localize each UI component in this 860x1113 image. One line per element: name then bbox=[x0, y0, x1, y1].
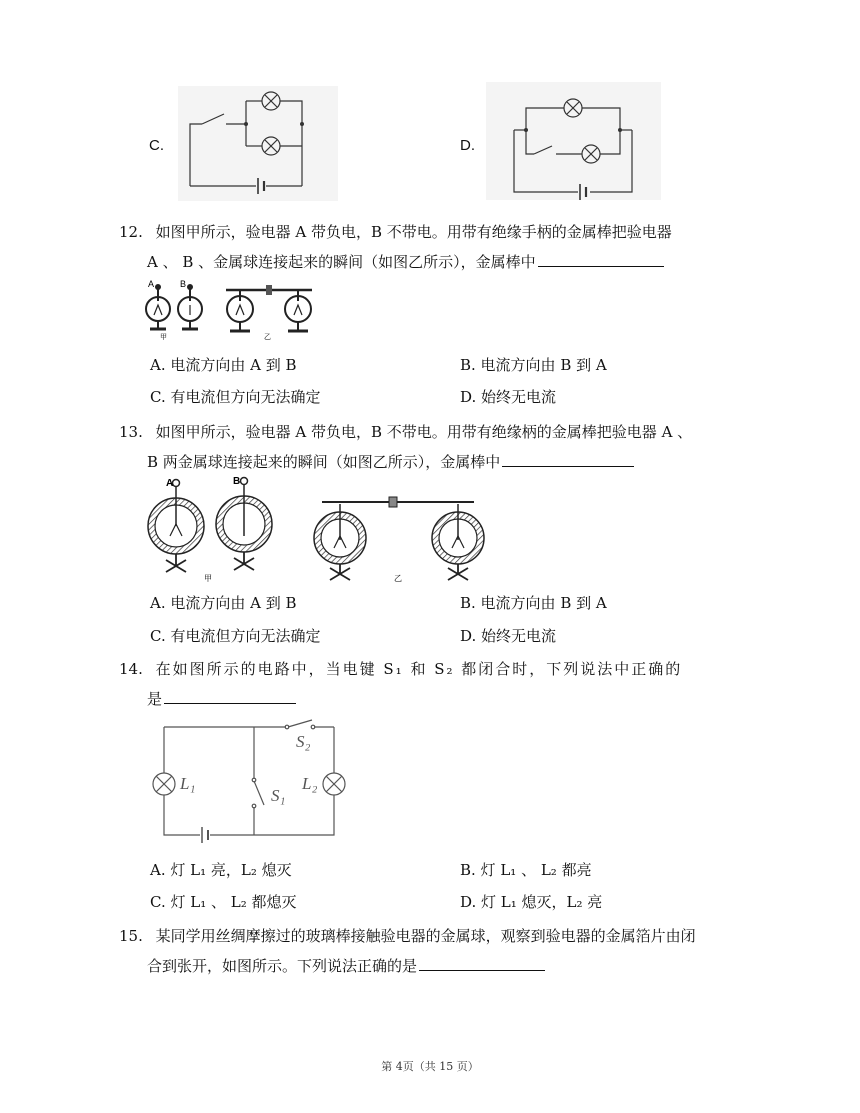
q13-option-a[interactable]: A. 电流方向由 A 到 B bbox=[150, 594, 297, 612]
q13-option-b[interactable]: B. 电流方向由 B 到 A bbox=[460, 594, 607, 612]
q14-fig-L1: L₁ bbox=[180, 774, 196, 793]
q13-fig-yi-label: 乙 bbox=[394, 574, 402, 583]
q14-number: 14. bbox=[119, 660, 143, 678]
q13-line2: B 两金属球连接起来的瞬间（如图乙所示），金属棒中 bbox=[147, 453, 501, 471]
q11-circuit-d bbox=[486, 82, 661, 200]
q12-line1: 如图甲所示，验电器 A 带负电，B 不带电。用带有绝缘手柄的金属棒把验电器 bbox=[155, 223, 672, 241]
q12-electroscope-figure bbox=[142, 277, 322, 339]
q15-line2: 合到张开，如图所示。下列说法正确的是 bbox=[147, 957, 418, 975]
q13-fig-jia-label: 甲 bbox=[204, 574, 212, 583]
q14-option-b[interactable]: B. 灯 L₁ 、 L₂ 都亮 bbox=[460, 861, 592, 879]
q12-option-c[interactable]: C. 有电流但方向无法确定 bbox=[150, 388, 321, 406]
q12-line2: A 、 B 、金属球连接起来的瞬间（如图乙所示），金属棒中 bbox=[147, 253, 536, 271]
q12-fig-yi-label: 乙 bbox=[264, 333, 271, 341]
q14-circuit-figure bbox=[150, 717, 350, 842]
q14-fig-L2: L₂ bbox=[302, 774, 318, 793]
q14-option-d[interactable]: D. 灯 L₁ 熄灭，L₂ 亮 bbox=[460, 893, 603, 911]
q14-fig-S2: S₂ bbox=[296, 732, 311, 751]
q12-fig-b-label: B bbox=[180, 279, 187, 289]
q12-stem bbox=[119, 221, 672, 243]
q14-answer-blank[interactable] bbox=[164, 687, 296, 704]
q12-fig-a-label: A bbox=[148, 279, 155, 289]
q13-answer-blank[interactable] bbox=[502, 450, 634, 467]
q12-option-b[interactable]: B. 电流方向由 B 到 A bbox=[460, 356, 607, 374]
q13-number: 13. bbox=[119, 423, 143, 441]
q12-option-d[interactable]: D. 始终无电流 bbox=[460, 388, 557, 406]
q13-fig-b-label: B bbox=[233, 476, 241, 487]
q14-line2: 是 bbox=[147, 690, 163, 708]
q12-option-a[interactable]: A. 电流方向由 A 到 B bbox=[150, 356, 297, 374]
q13-option-c[interactable]: C. 有电流但方向无法确定 bbox=[150, 627, 321, 645]
q14-fig-S1: S₁ bbox=[271, 786, 286, 805]
q13-option-d[interactable]: D. 始终无电流 bbox=[460, 627, 557, 645]
q12-answer-blank[interactable] bbox=[538, 250, 664, 267]
q14-line1: 在如图所示的电路中，当电键 S₁ 和 S₂ 都闭合时，下列说法中正确的 bbox=[155, 660, 683, 678]
q14-option-c[interactable]: C. 灯 L₁ 、 L₂ 都熄灭 bbox=[150, 893, 297, 911]
q14-option-a[interactable]: A. 灯 L₁ 亮，L₂ 熄灭 bbox=[150, 861, 292, 879]
q11-option-c-label: C. bbox=[149, 137, 164, 154]
q11-circuit-c bbox=[178, 86, 338, 201]
q12-number: 12. bbox=[119, 223, 143, 241]
q12-fig-jia-label: 甲 bbox=[160, 333, 167, 341]
q13-line1: 如图甲所示，验电器 A 带负电，B 不带电。用带有绝缘柄的金属棒把验电器 A 、 bbox=[155, 423, 693, 441]
q13-stem-line2 bbox=[147, 450, 634, 473]
page-footer: 第 4页（共 15 页） bbox=[381, 1060, 479, 1073]
q12-stem-line2 bbox=[147, 250, 664, 273]
q15-number: 15. bbox=[119, 927, 143, 945]
q13-fig-a-label: A bbox=[166, 478, 174, 489]
q13-stem bbox=[119, 421, 692, 443]
q15-answer-blank[interactable] bbox=[419, 954, 545, 971]
q15-stem bbox=[119, 925, 696, 947]
q13-electroscope-figure bbox=[142, 474, 487, 584]
q11-option-d-label: D. bbox=[460, 137, 475, 154]
q14-stem bbox=[119, 658, 682, 680]
q15-line1: 某同学用丝绸摩擦过的玻璃棒接触验电器的金属球，观察到验电器的金属箔片由闭 bbox=[155, 927, 696, 945]
q15-stem-line2 bbox=[147, 954, 545, 977]
q14-stem-line2 bbox=[147, 687, 296, 710]
